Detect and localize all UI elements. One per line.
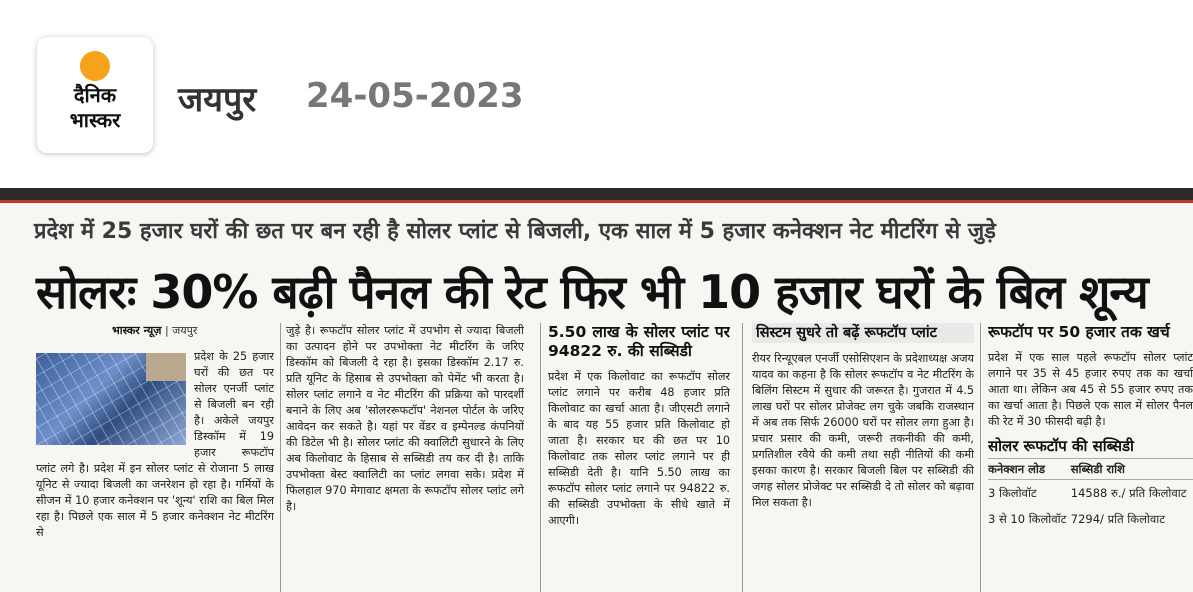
table-cell-load: 3 किलोवॉट bbox=[988, 486, 1037, 500]
subsidy-table-title: सोलर रूफटॉप की सब्सिडी bbox=[988, 437, 1134, 455]
logo-text-line2: भास्कर bbox=[69, 108, 121, 132]
table-row bbox=[988, 480, 1193, 507]
table-cell-amount: 14588 रु./ प्रति किलोवाट bbox=[1070, 486, 1187, 500]
column-1-text: प्रदेश के 25 हजार घरों की छत पर सोलर एनर्जी प्लांट से बिजली बन रही है। अकेले जयपुर डिस्कॉम में 19 हजार रूफटॉप प्लांट लगे है। प्रदेश में इन सोलर प्लांट से रोजाना 5 लाख यूनिट से ज्यादा बिजली का जनरेशन हो रहा है। गर्मियों के सीजन में 10 हजार कनेक्शन पर 'शून्य' राशि का बिल मिल रहा है। पिछले एक साल में 5 हजार कनेक्शन नेट मीटरिंग से bbox=[36, 350, 274, 539]
subsidy-table bbox=[988, 458, 1193, 532]
column-4-subhead: सिस्टम सुधरे तो बढ़ें रूफटॉप प्लांट bbox=[752, 323, 974, 343]
newspaper-clipping bbox=[0, 188, 1193, 592]
column-3 bbox=[548, 323, 730, 592]
column-2 bbox=[286, 323, 524, 592]
column-5-text: प्रदेश में एक साल पहले रूफटॉप सोलर प्लांट लगाने पर 35 से 45 हजार रुपए तक का खर्चा आता था। लेकिन अब 45 से 55 हजार रुपए तक का खर्चा आता है। पिछले एक साल में सोलर पैनल की रेट में 30 फीसदी बढ़ी है। bbox=[988, 351, 1193, 428]
table-cell-load: 3 से 10 किलोवॉट bbox=[988, 512, 1067, 526]
column-3-subhead: 5.50 लाख के सोलर प्लांट पर 94822 रु. की सब्सिडी bbox=[548, 323, 730, 360]
column-4-text: रीयर रिन्यूएबल एनर्जी एसोसिएशन के प्रदेशाध्यक्ष अजय यादव का कहना है कि सोलर रूफटॉप व नेट मीटरिंग के बिलिंग सिस्टम में सुधार की जरूरत है। गुजरात में 4.5 लाख घरों पर सोलर प्रोजेक्ट लग चुके जबकि राजस्थान में अब तक सिर्फ 26000 घरों पर सोलर लगा हुआ है। प्रचार प्रसार की कमी, जरूरी तकनीकी की कमी, प्रगतिशील रवैये की कमी तथा सही नीतियों की कमी इसका कारण है। सरकार बिजली बिल पर सब्सिडी की जगह सोलर प्रोजेक्ट पर सब्सिडी दे तो सोलर को बढ़ावा मिल सकता है। bbox=[752, 352, 974, 509]
column-1 bbox=[36, 323, 274, 592]
column-divider bbox=[742, 323, 743, 592]
sun-icon bbox=[80, 51, 110, 81]
app-header bbox=[0, 0, 1193, 188]
edition-city: जयपुर bbox=[178, 80, 257, 120]
main-headline: सोलरः 30% बढ़ी पैनल की रेट फिर भी 10 हजार घरों के बिल शून्य bbox=[36, 265, 1148, 319]
byline bbox=[112, 323, 274, 339]
red-divider bbox=[0, 200, 1193, 203]
byline-city: | जयपुर bbox=[164, 324, 198, 337]
column-divider bbox=[540, 323, 541, 592]
byline-source: भास्कर न्यूज़ bbox=[112, 324, 162, 337]
column-2-text: जुड़े है। रूफटॉप सोलर प्लांट में उपभोग से ज्यादा बिजली का उत्पादन होने पर उपभोक्ता नेट मीटरिंग के जरिए डिस्कॉम को बिजली दे रहा है। इसका डिस्कॉम 2.17 रु. प्रति यूनिट के हिसाब से उपभोक्ता को पेमेंट भी करता है। सोलर प्लांट लगाने व नेट मीटरिंग की प्रक्रिया को पारदर्शी बनाने के लिए अब 'सोलररूफटॉप' नेशनल पोर्टल के जरिए आवेदन कर सकते है। यहां पर वेंडर व इम्पेनल्ड कंपनियों की डिटेल भी है। सोलर प्लांट की क्वालिटी सुधारने के लिए अब किलोवाट के हिसाब से सब्सिडी तय कर दी है। ताकि उपभोक्ता बेस्ट क्वालिटी का प्लांट लगवा सके। प्रदेश में फिलहाल 970 मेगावाट क्षमता के रूफटॉप सोलर प्लांट लगे है। bbox=[286, 324, 524, 513]
table-cell-amount: 7294/ प्रति किलोवाट bbox=[1070, 512, 1166, 526]
column-divider bbox=[980, 323, 981, 592]
table-header-amount: सब्सिडी राशि bbox=[1071, 459, 1193, 480]
table-header-row bbox=[988, 459, 1193, 480]
top-strip bbox=[0, 188, 1193, 200]
dainik-bhaskar-logo bbox=[37, 37, 153, 153]
column-divider bbox=[280, 323, 281, 592]
solar-panel-photo bbox=[36, 353, 186, 445]
column-3-text: प्रदेश में एक किलोवाट का रूफटॉप सोलर प्लांट लगाने पर करीब 48 हजार प्रति किलोवाट का खर्चा आता है। जीएसटी लगाने के बाद यह 55 हजार प्रति किलोवाट हो जाता है। सरकार घर की छत पर 10 किलोवाट तक सोलर प्लांट लगाने पर ही सब्सिडी देती है। यानि 5.50 लाख का रूफटॉप सोलर प्लांट लगाने पर 94822 रु. की सब्सिडी उपभोक्ता के सीधे खाते में आएगी। bbox=[548, 370, 730, 527]
column-5 bbox=[988, 323, 1193, 592]
table-header-load: कनेक्शन लोड bbox=[988, 459, 1071, 480]
edition-date: 24-05-2023 bbox=[306, 76, 524, 116]
table-row bbox=[988, 506, 1193, 532]
kicker-headline: प्रदेश में 25 हजार घरों की छत पर बन रही है सोलर प्लांट से बिजली, एक साल में 5 हजार कनेक्शन नेट मीटरिंग से जुड़े bbox=[34, 219, 996, 244]
column-5-subhead: रूफटॉप पर 50 हजार तक खर्च bbox=[988, 323, 1170, 341]
logo-text-line1: दैनिक bbox=[73, 83, 117, 107]
column-4 bbox=[752, 323, 974, 592]
